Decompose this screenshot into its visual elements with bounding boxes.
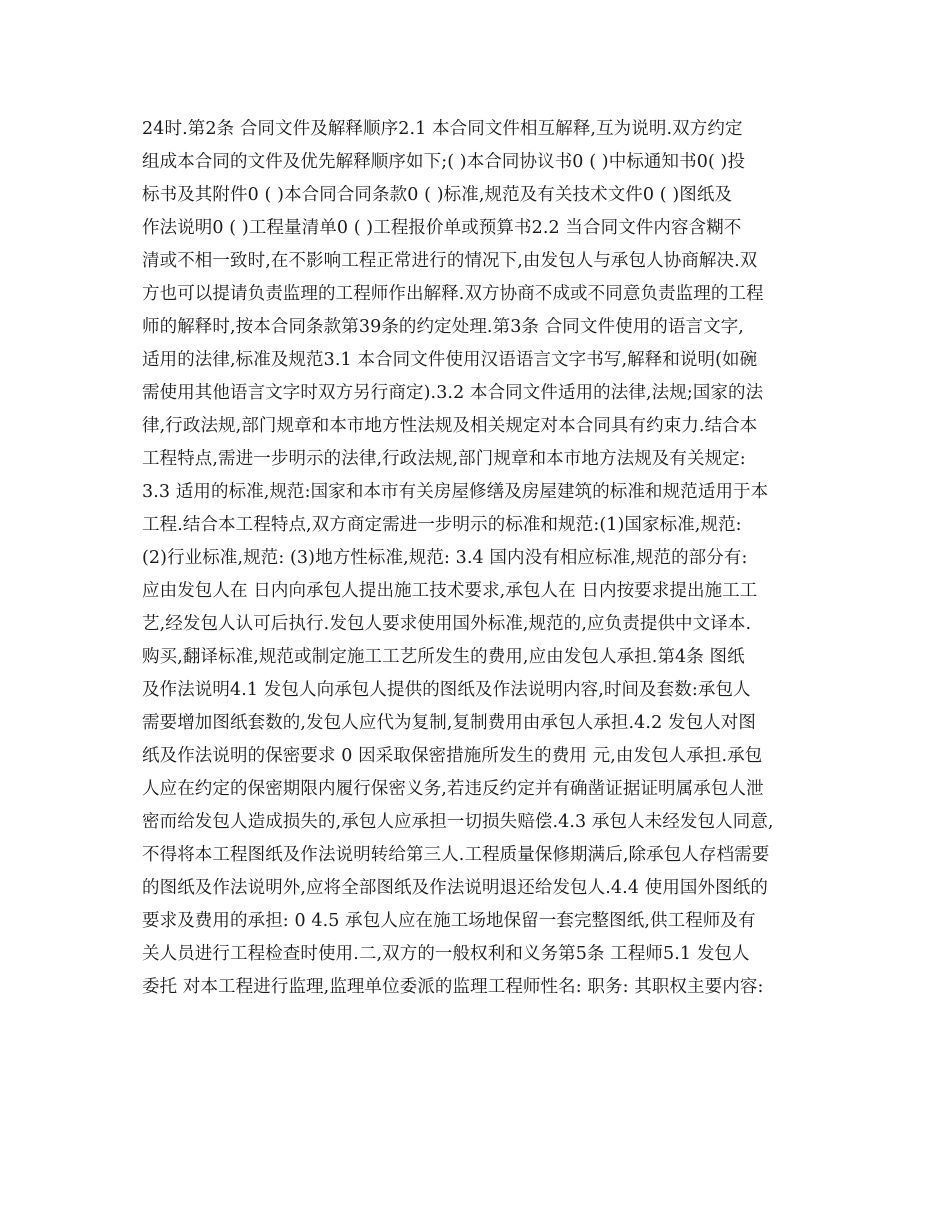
text-line: 适用的法律,标准及规范3.1 本合同文件使用汉语语言文字书写,解释和说明(如碗 <box>142 350 758 370</box>
text-line: 的图纸及作法说明外,应将全部图纸及作法说明退还给发包人.4.4 使用国外图纸的 <box>142 878 768 898</box>
body-text <box>142 113 832 1004</box>
text-line: 及作法说明4.1 发包人向承包人提供的图纸及作法说明内容,时间及套数:承包人 <box>142 680 751 700</box>
text-line: 要求及费用的承担: 0 4.5 承包人应在施工场地保留一套完整图纸,供工程师及有 <box>142 911 756 931</box>
text-line: 人应在约定的保密期限内履行保密义务,若违反约定并有确凿证据证明属承包人泄 <box>142 779 764 799</box>
text-line: 应由发包人在 日内向承包人提出施工技术要求,承包人在 日内按要求提出施工工 <box>142 581 758 601</box>
text-line: 关人员进行工程检查时使用.二,双方的一般权利和义务第5条 工程师5.1 发包人 <box>142 944 750 964</box>
text-line: 不得将本工程图纸及作法说明转给第三人.工程质量保修期满后,除承包人存档需要 <box>142 845 770 865</box>
text-line: 24时.第2条 合同文件及解释顺序2.1 本合同文件相互解释,互为说明.双方约定 <box>142 119 743 139</box>
text-line: 师的解释时,按本合同条款第39条的约定处理.第3条 合同文件使用的语言文字, <box>142 317 744 337</box>
text-line: 标书及其附件0 ( )本合同合同条款0 ( )标准,规范及有关技术文件0 ( )图纸及 <box>142 185 733 205</box>
text-line: 纸及作法说明的保密要求 0 因采取保密措施所发生的费用 元,由发包人承担.承包 <box>142 746 763 766</box>
text-line: 方也可以提请负责监理的工程师作出解释.双方协商不成或不同意负责监理的工程 <box>142 284 764 304</box>
text-line: 艺,经发包人认可后执行.发包人要求使用国外标准,规范的,应负责提供中文译本. <box>142 614 752 634</box>
text-line: 工程特点,需进一步明示的法律,行政法规,部门规章和本市地方法规及有关规定: <box>142 449 746 469</box>
text-line: 需使用其他语言文字时双方另行商定).3.2 本合同文件适用的法律,法规;国家的法 <box>142 383 764 403</box>
text-line: 委托 对本工程进行监理,监理单位委派的监理工程师性名: 职务: 其职权主要内容: <box>142 977 764 997</box>
text-line: 清或不相一致时,在不影响工程正常进行的情况下,由发包人与承包人协商解决.双 <box>142 251 758 271</box>
text-line: 需要增加图纸套数的,发包人应代为复制,复制费用由承包人承担.4.2 发包人对图 <box>142 713 756 733</box>
text-line: 律,行政法规,部门规章和本市地方性法规及相关规定对本合同具有约束力.结合本 <box>142 416 758 436</box>
text-line: 3.3 适用的标准,规范:国家和本市有关房屋修缮及房屋建筑的标准和规范适用于本 <box>142 482 769 502</box>
text-line: 作法说明0 ( )工程量清单0 ( )工程报价单或预算书2.2 当合同文件内容含糊不 <box>142 218 742 238</box>
text-line: 购买,翻译标准,规范或制定施工工艺所发生的费用,应由发包人承担.第4条 图纸 <box>142 647 745 667</box>
text-line: 组成本合同的文件及优先解释顺序如下;( )本合同协议书0 ( )中标通知书0( )投 <box>142 152 746 172</box>
text-line: (2)行业标准,规范: (3)地方性标准,规范: 3.4 国内没有相应标准,规范的部分有: <box>142 548 748 568</box>
text-line: 密而给发包人造成损失的,承包人应承担一切损失赔偿.4.3 承包人未经发包人同意, <box>142 812 774 832</box>
text-line: 工程.结合本工程特点,双方商定需进一步明示的标准和规范:(1)国家标准,规范: <box>142 515 742 535</box>
